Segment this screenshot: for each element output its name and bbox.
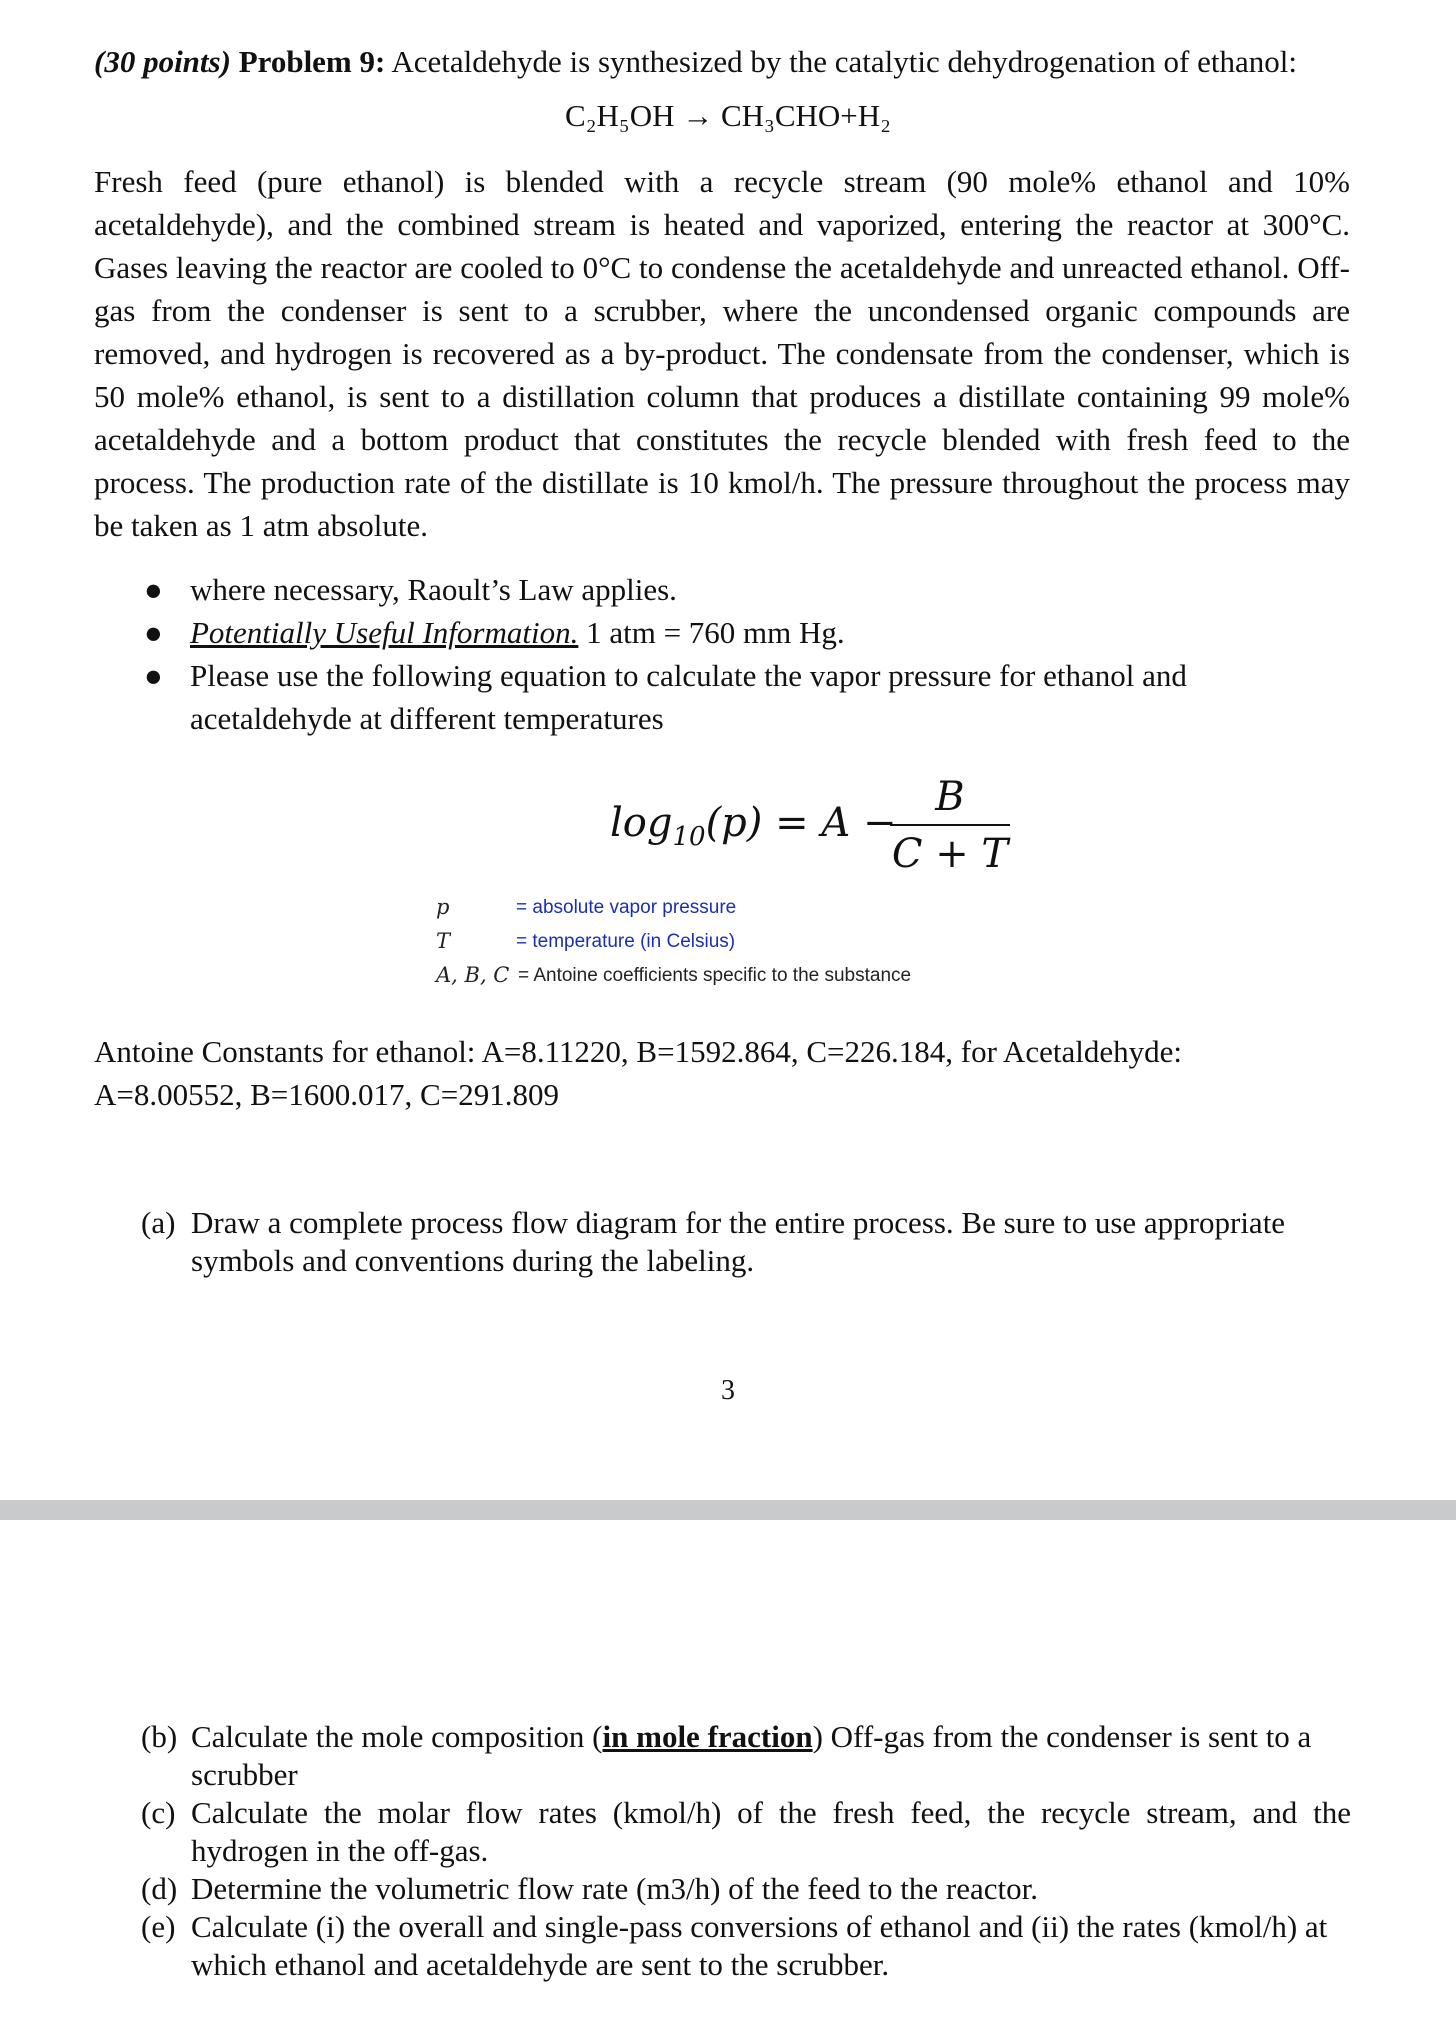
legend-description: = Antoine coefficients specific to the substance [518,965,912,986]
question-list-page-1 [141,1204,1351,1280]
bullet-dot-icon: ● [144,658,163,693]
legend-row [436,929,1136,963]
problem-number: Problem 9: [238,44,386,79]
reaction-equation: C₂H₅OH → CH₃CHO+H₂ [565,98,891,133]
question-text: Calculate (i) the overall and single-pass conversions of ethanol and (ii) the rates (kmol/h) at which ethanol and acetaldehyde are sent to the scrubber. [191,1909,1328,1982]
constants-line-1: Antoine Constants for ethanol: A=8.11220, B=1592.864, C=226.184, for Acetaldehyde: [94,1034,1182,1069]
page-number: 3 [721,1375,735,1406]
question-text: Determine the volumetric flow rate (m3/h) of the feed to the reactor. [191,1871,1038,1906]
bullet-list [94,568,1350,740]
legend-row [436,963,1136,997]
equation-log: log [610,800,673,846]
points-label: (30 points) [94,44,231,79]
bullet-item-raoult [94,568,1350,611]
antoine-equation [610,770,1170,880]
bullet-text-raoult: where necessary, Raoult’s Law applies. [190,572,677,607]
problem-description: Fresh feed (pure ethanol) is blended with a recycle stream (90 mole% ethanol and 10% acetaldehyde), and the combined stream is heated and vaporized, entering the reactor at 300°C. Gases leaving the reactor are cooled to 0°C to condense the acetaldehyde and unreacted ethanol. Off-gas from the condenser is sent to a scrubber, where the uncondensed organic compounds are removed, and hydrogen is recovered as a by-product. The condensate from the condenser, which is 50 mole% ethanol, is sent to a distillation column that produces a distillate containing 99 mole% acetaldehyde and a bottom product that constitutes the recycle blended with fresh feed to the process. The production rate of the distillate is 10 kmol/h. The pressure throughout the process may be taken as 1 atm absolute. [94,164,1350,543]
equation-denominator: C + T [891,831,1009,877]
question-label: (b) [141,1719,178,1754]
useful-info-label: Potentially Useful Information. [190,615,579,650]
question-d [141,1870,1351,1908]
useful-info-text: 1 atm = 760 mm Hg. [578,615,845,650]
legend-row [436,895,1136,929]
question-text: Draw a complete process flow diagram for the entire process. Be sure to use appropriate symbols and conventions during the labeling. [191,1205,1286,1278]
bullet-item-vapor-pressure [94,654,1350,740]
bullet-text-vapor-pressure: Please use the following equation to calculate the vapor pressure for ethanol and acetaldehyde at different temperatures [190,658,1187,736]
question-e [141,1908,1351,1984]
legend-symbol: A, B, C [436,963,510,987]
page-separator [0,1500,1456,1520]
bullet-dot-icon: ● [144,572,163,607]
question-list-page-2 [141,1718,1351,1984]
question-b [141,1718,1351,1794]
equation-lhs [610,800,896,852]
problem-intro: Acetaldehyde is synthesized by the catalytic dehydrogenation of ethanol: [385,44,1297,79]
question-text-post: ) Off-gas from the condenser is sent to a scrubber [191,1719,1312,1792]
legend-description: = absolute vapor pressure [516,897,737,918]
bullet-item-useful-info [94,611,1350,654]
question-text-pre: Calculate the mole composition ( [191,1719,603,1754]
question-text: Calculate the molar flow rates (kmol/h) of the fresh feed, the recycle stream, and the hydrogen in the off-gas. [191,1795,1351,1868]
question-c [141,1794,1351,1870]
question-label: (e) [141,1909,176,1944]
question-emphasis: in mole fraction [602,1719,813,1754]
question-label: (d) [141,1871,178,1906]
question-label: (a) [141,1205,176,1240]
legend-symbol: p [436,895,450,919]
problem-heading [94,42,1384,82]
bullet-dot-icon: ● [144,615,163,650]
equation-lhs-tail: (p) = A − [705,800,897,846]
question-a [141,1204,1351,1280]
constants-line-2: A=8.00552, B=1600.017, C=291.809 [94,1077,559,1112]
equation-fraction [890,770,1010,882]
equation-log-base: 10 [672,822,706,852]
question-label: (c) [141,1795,176,1830]
equation-numerator: B [935,774,965,820]
legend-symbol: T [436,929,451,953]
equation-legend [436,895,1136,997]
antoine-constants [94,1030,1364,1116]
legend-description: = temperature (in Celsius) [516,931,736,952]
